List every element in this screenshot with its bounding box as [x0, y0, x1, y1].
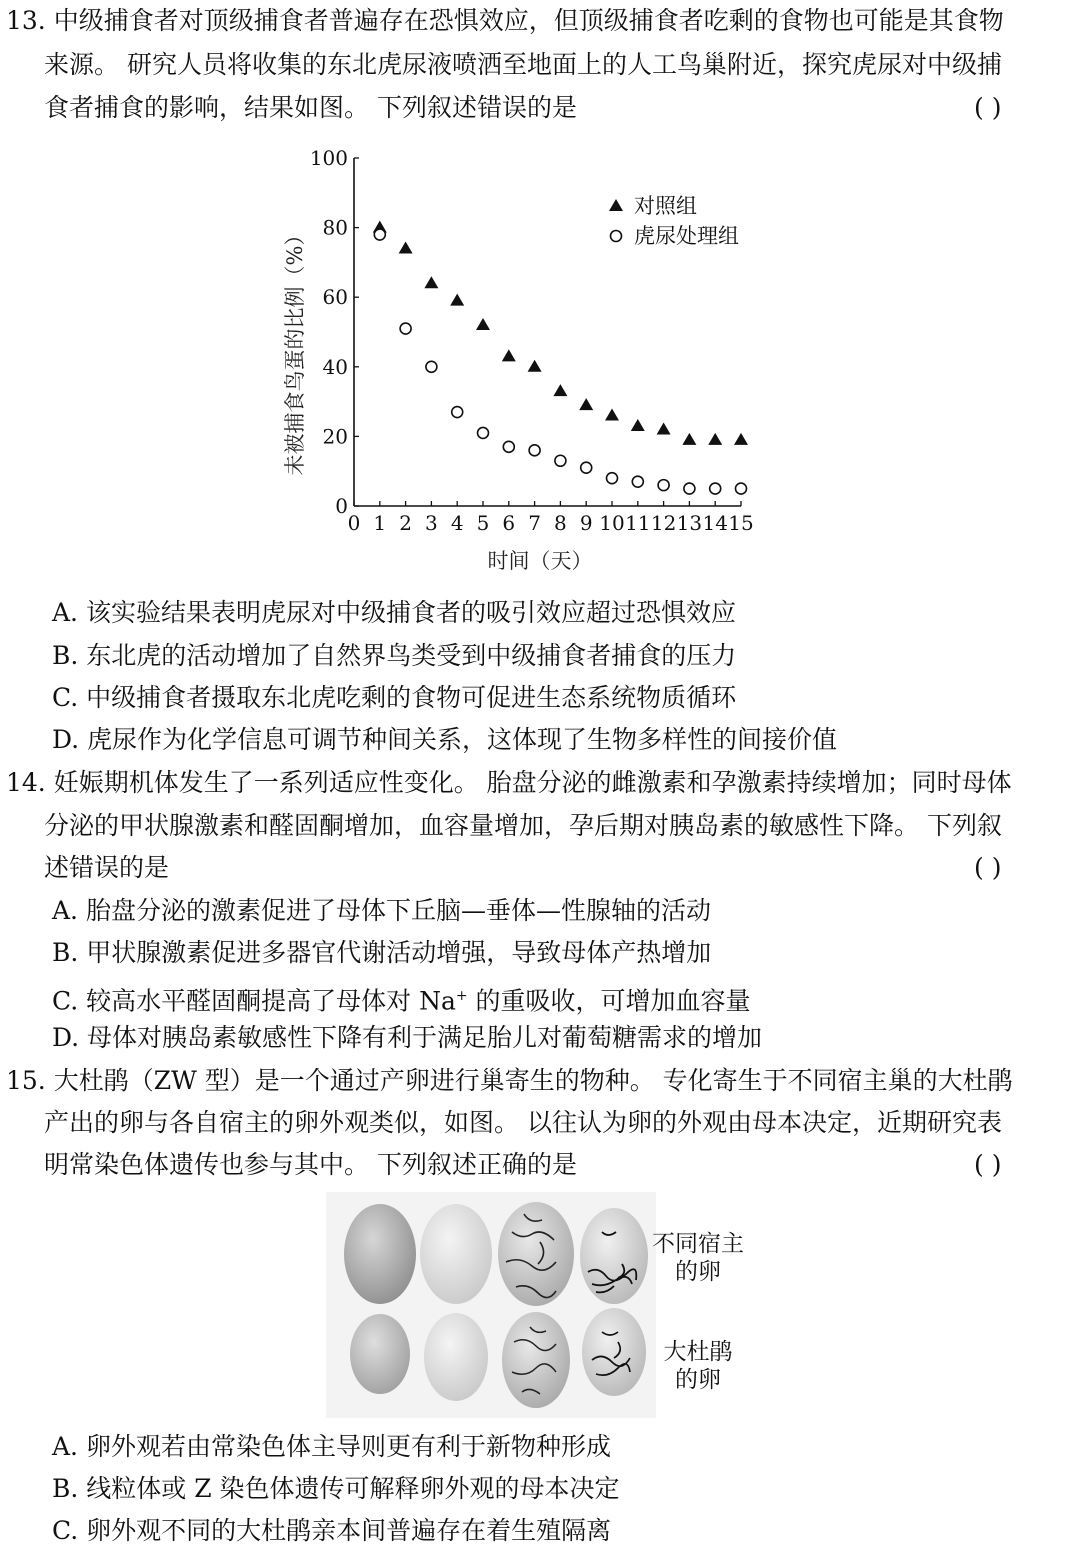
cuckoo-egg-3	[502, 1312, 570, 1408]
legend-control-label: 对照组	[634, 194, 697, 218]
tiger-urine-point	[478, 427, 489, 438]
tiger-urine-point	[607, 473, 618, 484]
q13-stem-line-3: 食者捕食的影响，结果如图。 下列叙述错误的是	[44, 93, 577, 122]
control-point	[553, 384, 567, 396]
control-point	[502, 349, 516, 361]
q14-option-c-text-2: 的重吸收，可增加血容量	[467, 986, 751, 1016]
tiger-urine-point	[426, 361, 437, 372]
x-tick-label: 6	[502, 511, 516, 535]
q14-option-c-text-1: C. 较高水平醛固酮提高了母体对 Na	[52, 986, 456, 1016]
y-tick-label: 20	[322, 424, 348, 449]
q14-option-b: B. 甲状腺激素促进多器官代谢活动增强，导致母体产热增加	[52, 938, 712, 967]
x-tick-label: 7	[528, 511, 541, 535]
x-tick-label: 9	[579, 511, 593, 535]
q15-stem-line-2: 产出的卵与各自宿主的卵外观类似，如图。 以往认为卵的外观由母本决定，近期研究表	[44, 1108, 1002, 1137]
tiger-urine-point	[555, 455, 566, 466]
x-tick-label: 2	[399, 511, 412, 535]
q15-option-b: B. 线粒体或 Z 染色体遗传可解释卵外观的母本决定	[52, 1474, 620, 1503]
q13-answer-paren: ( )	[974, 93, 1002, 122]
control-point	[424, 276, 438, 288]
q14-option-d: D. 母体对胰岛素敏感性下降有利于满足胎儿对葡萄糖需求的增加	[52, 1023, 763, 1052]
q14-stem-line-2: 分泌的甲状腺激素和醛固酮增加，血容量增加，孕后期对胰岛素的敏感性下降。 下列叙	[44, 811, 1002, 840]
y-tick-label: 0	[335, 494, 348, 518]
legend-tiger-urine-marker	[611, 231, 622, 242]
q13-option-a: A. 该实验结果表明虎尿对中级捕食者的吸引效应超过恐惧效应	[52, 598, 736, 627]
chart-legend	[609, 194, 739, 248]
cuckoo-eggs-label-line-1: 大杜鹃	[663, 1339, 733, 1365]
control-point	[682, 433, 696, 445]
host-egg-2	[420, 1204, 492, 1304]
tiger-urine-point	[581, 462, 592, 473]
q14-option-a: A. 胎盘分泌的激素促进了母体下丘脑—垂体—性腺轴的活动	[52, 896, 711, 925]
tiger-urine-point	[503, 441, 514, 452]
x-tick-label: 15	[728, 511, 754, 535]
control-point	[657, 422, 671, 434]
tiger-urine-point	[452, 407, 463, 418]
q15-egg-figure	[326, 1192, 656, 1418]
q14-stem-line-1: 14. 妊娠期机体发生了一系列适应性变化。 胎盘分泌的雌激素和孕激素持续增加；同时母体	[6, 768, 1012, 797]
host-eggs-label-line-1: 不同宿主	[652, 1231, 744, 1257]
q15-option-a: A. 卵外观若由常染色体主导则更有利于新物种形成	[52, 1432, 611, 1461]
y-tick-label: 80	[322, 215, 348, 240]
q14-option-c	[52, 979, 751, 1018]
x-tick-label: 14	[702, 511, 728, 535]
control-point	[579, 398, 593, 410]
q13-stem-line-2: 来源。 研究人员将收集的东北虎尿液喷洒至地面上的人工鸟巢附近，探究虎尿对中级捕	[44, 50, 1002, 79]
x-tick-label: 4	[450, 511, 464, 535]
q14-stem-line-3: 述错误的是	[44, 853, 170, 882]
q13-option-c: C. 中级捕食者摄取东北虎吃剩的食物可促进生态系统物质循环	[52, 683, 737, 712]
control-point	[708, 433, 722, 445]
x-tick-label: 8	[554, 511, 567, 535]
cuckoo-egg-2	[424, 1313, 488, 1401]
legend-tiger-urine-label: 虎尿处理组	[634, 224, 739, 248]
control-point	[631, 419, 645, 431]
y-tick-label: 100	[309, 146, 348, 170]
x-tick-label: 3	[425, 511, 438, 535]
tiger-urine-point	[632, 476, 643, 487]
host-egg-1	[344, 1204, 416, 1304]
chart-ylabel: 未被捕食鸟蛋的比例（%）	[283, 224, 307, 476]
control-point	[450, 294, 464, 306]
x-tick-label: 13	[676, 511, 703, 535]
q15-answer-paren: ( )	[974, 1150, 1002, 1179]
legend-control-marker	[609, 199, 623, 211]
cuckoo-eggs-label	[648, 1338, 748, 1394]
chart-marks	[373, 221, 748, 495]
q13-stem-line-1: 13. 中级捕食者对顶级捕食者普遍存在恐惧效应，但顶级捕食者吃剩的食物也可能是其食物	[6, 6, 1004, 35]
control-point	[605, 409, 619, 421]
q15-stem-line-3: 明常染色体遗传也参与其中。 下列叙述正确的是	[44, 1150, 577, 1179]
tiger-urine-point	[684, 483, 695, 494]
cuckoo-egg-1	[350, 1314, 410, 1394]
q15-option-c: C. 卵外观不同的大杜鹃亲本间普遍存在着生殖隔离	[52, 1516, 612, 1545]
tiger-urine-point	[400, 323, 411, 334]
q15-stem-line-1: 15. 大杜鹃（ZW 型）是一个通过产卵进行巢寄生的物种。 专化寄生于不同宿主巢的大杜鹃	[6, 1066, 1013, 1095]
q13-chart	[280, 140, 780, 585]
y-tick-label: 40	[322, 354, 348, 379]
x-tick-label: 10	[599, 511, 625, 535]
cuckoo-eggs-label-line-2: 的卵	[675, 1367, 721, 1393]
x-tick-label: 11	[625, 511, 651, 535]
tiger-urine-point	[710, 483, 721, 494]
q13-option-d: D. 虎尿作为化学信息可调节种间关系，这体现了生物多样性的间接价值	[52, 725, 838, 754]
x-tick-label: 0	[347, 511, 361, 535]
control-point	[528, 360, 542, 372]
q14-option-c-superscript: +	[455, 988, 468, 1004]
x-tick-label: 1	[373, 511, 387, 535]
x-tick-label: 5	[476, 511, 490, 535]
tiger-urine-point	[529, 445, 540, 456]
q14-answer-paren: ( )	[974, 853, 1002, 882]
x-tick-label: 12	[650, 511, 677, 535]
y-tick-label: 60	[322, 285, 348, 310]
q13-option-b: B. 东北虎的活动增加了自然界鸟类受到中级捕食者捕食的压力	[52, 641, 737, 670]
cuckoo-egg-4	[582, 1308, 646, 1396]
control-point	[734, 433, 748, 445]
tiger-urine-point	[658, 480, 669, 491]
host-egg-4	[580, 1208, 648, 1304]
host-egg-3	[498, 1202, 574, 1306]
control-point	[476, 318, 490, 330]
host-eggs-label	[648, 1230, 748, 1286]
control-point	[399, 241, 413, 253]
tiger-urine-point	[736, 483, 747, 494]
tiger-urine-point	[374, 229, 385, 240]
egg-photo	[326, 1192, 656, 1418]
chart-xlabel: 时间（天）	[487, 549, 593, 573]
host-eggs-label-line-2: 的卵	[675, 1259, 721, 1285]
